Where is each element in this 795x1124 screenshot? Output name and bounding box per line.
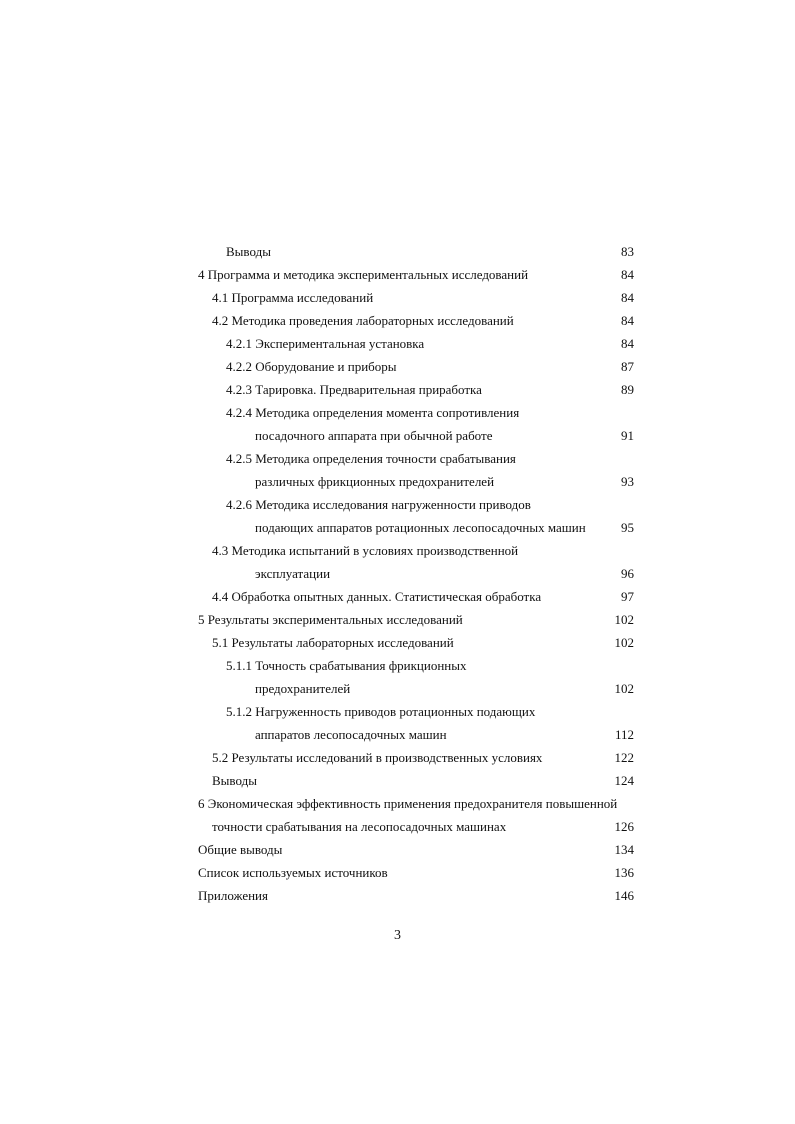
- toc-entry: [198, 884, 638, 907]
- table-of-contents: [198, 240, 638, 907]
- toc-entry-title: точности срабатывания на лесопосадочных машинах: [212, 819, 507, 834]
- page-number: 3: [394, 928, 401, 943]
- toc-entry-title: 4 Программа и методика экспериментальных исследований: [198, 267, 529, 282]
- toc-entry: [198, 792, 638, 815]
- toc-entry-title: 4.4 Обработка опытных данных. Статистическая обработка: [212, 589, 542, 604]
- toc-entry: [198, 516, 638, 539]
- toc-entry-page: 134: [614, 842, 634, 857]
- toc-entry-title: Общие выводы: [198, 842, 283, 857]
- toc-entry-page: 87: [621, 359, 634, 374]
- toc-entry: [198, 723, 638, 746]
- toc-entry: [198, 263, 638, 286]
- toc-entry: [198, 861, 638, 884]
- toc-entry-page: 122: [614, 750, 634, 765]
- toc-entry: [198, 424, 638, 447]
- toc-entry: [198, 815, 638, 838]
- toc-entry: [198, 378, 638, 401]
- toc-entry-page: 89: [621, 382, 634, 397]
- toc-entry-page: 136: [614, 865, 634, 880]
- toc-entry: [198, 746, 638, 769]
- toc-entry: [198, 769, 638, 792]
- toc-entry-title: 4.2 Методика проведения лабораторных исследований: [212, 313, 514, 328]
- toc-entry-page: 102: [614, 612, 634, 627]
- toc-entry: [198, 631, 638, 654]
- toc-entry-title: аппаратов лесопосадочных машин: [255, 727, 447, 742]
- toc-entry-page: 84: [621, 336, 634, 351]
- toc-entry-title: 4.2.1 Экспериментальная установка: [226, 336, 425, 351]
- toc-entry-page: 96: [621, 566, 634, 581]
- toc-entry-page: 95: [621, 520, 634, 535]
- toc-entry-page: 124: [614, 773, 634, 788]
- toc-entry: [198, 585, 638, 608]
- toc-entry: [198, 470, 638, 493]
- toc-entry-title: предохранителей: [255, 681, 351, 696]
- toc-entry-title: 4.2.3 Тарировка. Предварительная приработка: [226, 382, 482, 397]
- toc-entry: [198, 539, 638, 562]
- toc-entry: [198, 309, 638, 332]
- toc-entry-title: 4.2.6 Методика исследования нагруженности приводов: [226, 497, 531, 512]
- toc-entry-page: 97: [621, 589, 634, 604]
- toc-entry-page: 102: [614, 635, 634, 650]
- toc-entry-page: 84: [621, 313, 634, 328]
- toc-entry: [198, 355, 638, 378]
- toc-entry-page: 91: [621, 428, 634, 443]
- toc-entry-title: посадочного аппарата при обычной работе: [255, 428, 493, 443]
- toc-entry-page: 84: [621, 290, 634, 305]
- toc-entry-title: эксплуатации: [255, 566, 331, 581]
- toc-entry: [198, 286, 638, 309]
- toc-entry: [198, 654, 638, 677]
- toc-entry-title: Выводы: [226, 244, 271, 259]
- toc-entry-title: 5 Результаты экспериментальных исследований: [198, 612, 463, 627]
- toc-entry-title: Приложения: [198, 888, 268, 903]
- toc-entry-page: 84: [621, 267, 634, 282]
- toc-entry-page: 102: [614, 681, 634, 696]
- toc-entry-page: 83: [621, 244, 634, 259]
- toc-entry: [198, 493, 638, 516]
- toc-entry-title: 5.1.1 Точность срабатывания фрикционных: [226, 658, 467, 673]
- toc-entry-title: различных фрикционных предохранителей: [255, 474, 495, 489]
- toc-entry-title: 4.2.4 Методика определения момента сопротивления: [226, 405, 520, 420]
- toc-entry: [198, 240, 638, 263]
- toc-entry: [198, 447, 638, 470]
- toc-entry-page: 146: [614, 888, 634, 903]
- toc-entry-title: Список используемых источников: [198, 865, 388, 880]
- toc-entry-title: 5.1 Результаты лабораторных исследований: [212, 635, 454, 650]
- toc-entry: [198, 608, 638, 631]
- toc-entry: [198, 332, 638, 355]
- toc-entry: [198, 838, 638, 861]
- toc-entry-title: 5.2 Результаты исследований в производственных условиях: [212, 750, 543, 765]
- toc-entry: [198, 700, 638, 723]
- toc-entry-title: 4.1 Программа исследований: [212, 290, 374, 305]
- toc-entry-page: 93: [621, 474, 634, 489]
- toc-entry: [198, 401, 638, 424]
- toc-entry-title: 4.3 Методика испытаний в условиях производственной: [212, 543, 519, 558]
- toc-entry-page: 112: [614, 727, 634, 742]
- toc-entry-title: 4.2.2 Оборудование и приборы: [226, 359, 397, 374]
- toc-entry-title: подающих аппаратов ротационных лесопосадочных машин: [255, 520, 586, 535]
- toc-entry-page: 126: [614, 819, 634, 834]
- toc-entry-title: 5.1.2 Нагруженность приводов ротационных подающих: [226, 704, 536, 719]
- toc-entry-title: Выводы: [212, 773, 257, 788]
- toc-entry: [198, 562, 638, 585]
- toc-entry-title: 4.2.5 Методика определения точности срабатывания: [226, 451, 516, 466]
- toc-entry: [198, 677, 638, 700]
- toc-entry-title: 6 Экономическая эффективность применения предохранителя повышенной: [198, 796, 618, 811]
